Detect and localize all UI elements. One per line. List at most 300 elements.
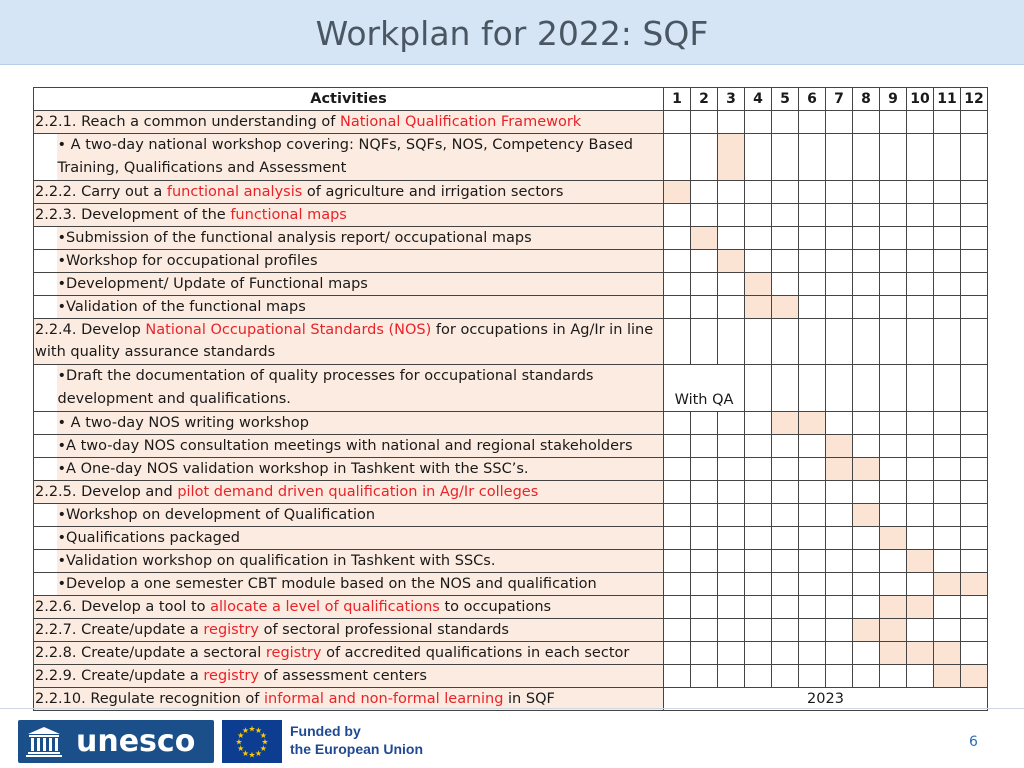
activity-text: •Qualifications packaged [57,529,240,546]
month-cell [718,572,745,595]
month-cell [772,226,799,249]
activity-cell [34,318,664,365]
highlight-text: registry [203,621,259,638]
table-row [34,111,988,134]
month-cell [826,203,853,226]
month-cell [934,295,961,318]
month-cell [691,318,718,365]
table-row [34,134,988,181]
highlight-text: functional analysis [166,183,303,200]
month-cell [691,180,718,203]
month-header: 5 [772,88,799,111]
month-cell-active [799,411,826,434]
activity-text: •Validation of the functional maps [57,298,306,315]
month-cell [934,203,961,226]
activity-text: •A two-day NOS consultation meetings with national and regional stakeholders [57,437,633,454]
month-cell [934,434,961,457]
eu-star-icon: ★ [248,724,256,734]
month-cell [772,111,799,134]
eu-star-icon: ★ [237,731,245,740]
month-cell [772,203,799,226]
month-cell [880,134,907,181]
month-cell [745,226,772,249]
month-cell [745,365,772,412]
activity-text: •Development/ Update of Functional maps [57,275,368,292]
month-cell [907,249,934,272]
month-header: 6 [799,88,826,111]
month-cell [853,434,880,457]
month-cell [799,595,826,618]
month-cell-active [934,664,961,687]
month-cell [718,111,745,134]
month-cell [907,134,934,181]
month-cell [745,480,772,503]
month-cell [826,411,853,434]
month-cell [961,434,988,457]
month-cell [664,595,691,618]
month-cell [664,203,691,226]
month-header: 1 [664,88,691,111]
month-cell-active [691,226,718,249]
month-cell [880,365,907,412]
table-row [34,180,988,203]
year-note: 2023 [664,687,988,710]
month-cell [826,318,853,365]
month-cell [745,111,772,134]
month-cell [718,180,745,203]
month-cell [664,318,691,365]
month-cell [691,295,718,318]
month-cell [799,226,826,249]
month-cell [961,295,988,318]
month-cell [961,249,988,272]
month-cell [691,641,718,664]
activity-cell [57,365,664,412]
activity-cell [34,664,664,687]
month-cell [772,457,799,480]
table-row [34,549,988,572]
month-cell [772,318,799,365]
month-cell [826,595,853,618]
month-header: 8 [853,88,880,111]
month-cell [934,111,961,134]
month-cell [745,180,772,203]
month-cell [691,111,718,134]
month-cell [745,249,772,272]
activity-text: •Draft the documentation of quality processes for occupational standards development and qualifications. [57,368,594,407]
table-row [34,249,988,272]
activity-text: •Workshop on development of Qualification [57,506,376,523]
month-cell [907,226,934,249]
month-cell [934,457,961,480]
month-cell [880,318,907,365]
month-cell [772,549,799,572]
month-header: 11 [934,88,961,111]
indent-cell [34,249,57,272]
month-cell [745,595,772,618]
eu-star-icon: ★ [259,744,267,753]
month-cell [691,480,718,503]
month-cell [664,503,691,526]
eu-star-icon: ★ [241,748,250,758]
month-cell-active [745,272,772,295]
month-cell-active [961,664,988,687]
activity-cell [57,434,664,457]
month-cell [799,457,826,480]
indent-cell [34,526,57,549]
table-row [34,203,988,226]
table-row [34,664,988,687]
month-cell [799,434,826,457]
month-cell [691,249,718,272]
month-cell [691,203,718,226]
month-cell [664,480,691,503]
month-cell [664,549,691,572]
month-cell [718,480,745,503]
month-cell [799,365,826,412]
month-header: 4 [745,88,772,111]
unesco-wordmark: unesco [76,724,196,759]
month-cell [907,318,934,365]
indent-cell [34,365,57,412]
activity-cell [57,249,664,272]
month-cell [718,618,745,641]
month-cell [961,134,988,181]
activity-cell [57,503,664,526]
month-cell [799,664,826,687]
month-cell [772,664,799,687]
table-row [34,434,988,457]
month-cell [664,134,691,181]
month-cell [745,457,772,480]
month-cell [664,526,691,549]
highlight-text: allocate a level of qualifications [210,598,440,615]
month-cell-active [880,595,907,618]
month-cell [799,134,826,181]
month-cell [664,664,691,687]
table-row [34,365,988,412]
indent-cell [34,457,57,480]
month-cell-active [772,295,799,318]
month-cell [772,180,799,203]
month-cell [826,180,853,203]
month-cell [961,180,988,203]
month-cell [718,664,745,687]
month-cell [826,226,853,249]
month-cell [799,618,826,641]
eu-star-icon: ★ [254,726,263,736]
month-cell [907,411,934,434]
table-row [34,411,988,434]
activity-text: of sectoral professional standards [258,621,509,638]
month-cell [718,434,745,457]
month-cell [853,549,880,572]
funded-line-2: the European Union [290,741,423,757]
activity-text: •Submission of the functional analysis report/ occupational maps [57,229,532,246]
month-cell [853,134,880,181]
table-row [34,457,988,480]
month-cell [961,641,988,664]
month-cell [907,111,934,134]
indent-cell [34,549,57,572]
month-cell [907,618,934,641]
month-cell [934,595,961,618]
activity-text: 2.2.8. Create/update a sectoral [35,644,266,661]
month-cell [691,272,718,295]
month-cell [880,411,907,434]
month-cell [772,249,799,272]
month-cell [880,272,907,295]
month-cell [799,111,826,134]
indent-cell [34,226,57,249]
activity-text: of accredited qualifications in each sector [321,644,630,661]
activity-cell [34,203,664,226]
eu-star-icon: ★ [248,750,256,760]
month-cell [745,134,772,181]
month-cell [853,318,880,365]
month-cell [826,572,853,595]
activity-text: in SQF [503,690,555,707]
month-cell [745,411,772,434]
activity-cell [34,480,664,503]
month-cell [934,365,961,412]
month-cell [664,411,691,434]
unesco-temple-icon [18,720,70,763]
month-cell [934,180,961,203]
month-cell [961,411,988,434]
month-header: 12 [961,88,988,111]
highlight-text: National Occupational Standards (NOS) [145,321,432,338]
month-cell [826,249,853,272]
month-cell [745,203,772,226]
month-cell [691,664,718,687]
month-cell [934,134,961,181]
month-cell [691,434,718,457]
activity-text: •Develop a one semester CBT module based on the NOS and qualification [57,575,597,592]
month-cell-active [853,503,880,526]
month-cell [745,618,772,641]
month-cell [826,526,853,549]
month-cell [718,595,745,618]
month-cell [907,180,934,203]
month-cell [799,572,826,595]
month-cell [691,595,718,618]
activity-text: 2.2.10. Regulate recognition of [35,690,265,707]
month-cell [772,272,799,295]
month-cell [826,641,853,664]
eu-star-icon: ★ [261,737,269,747]
month-cell [880,180,907,203]
month-cell [853,180,880,203]
month-cell-active [907,641,934,664]
highlight-text: National Qualification Framework [339,114,582,130]
page-title: Workplan for 2022: SQF [315,14,709,53]
month-cell [691,549,718,572]
highlight-text: registry [203,667,259,684]
month-cell [799,641,826,664]
activity-text: •Validation workshop on qualification in Tashkent with SSCs. [57,552,496,569]
activity-cell [34,111,664,134]
month-cell-active [745,295,772,318]
highlight-text: registry [265,644,322,661]
month-cell [961,595,988,618]
month-cell [880,664,907,687]
month-cell-active [826,434,853,457]
activity-text: •A One-day NOS validation workshop in Tashkent with the SSC’s. [57,460,529,477]
month-cell [853,641,880,664]
month-cell [691,457,718,480]
activity-cell [57,526,664,549]
month-cell [934,549,961,572]
footer-divider [0,708,1024,709]
month-cell [826,111,853,134]
month-cell [907,457,934,480]
month-cell [907,664,934,687]
month-cell [718,272,745,295]
month-cell-active [934,572,961,595]
month-cell [961,618,988,641]
month-cell [880,203,907,226]
month-cell [799,272,826,295]
activity-cell [57,134,664,181]
month-cell [664,457,691,480]
header-row [34,88,988,111]
activity-text: 2.2.4. Develop [35,321,146,338]
month-cell [961,272,988,295]
month-cell [799,480,826,503]
month-cell [826,365,853,412]
month-cell [664,434,691,457]
indent-cell [34,434,57,457]
month-cell [745,526,772,549]
activity-text: 2.2.3. Development of the [35,206,231,223]
month-cell [799,503,826,526]
month-cell [961,318,988,365]
month-cell [880,434,907,457]
month-cell [664,572,691,595]
page-number: 6 [969,734,978,750]
activities-header: Activities [34,88,664,111]
title-bar [0,0,1024,65]
activity-text: 2.2.6. Develop a tool to [35,598,211,615]
activity-text: of assessment centers [258,667,427,684]
month-cell [772,134,799,181]
activity-text: 2.2.5. Develop and [35,483,178,500]
month-cell-active [907,549,934,572]
month-cell [799,203,826,226]
month-cell [880,457,907,480]
table-row [34,503,988,526]
month-header: 2 [691,88,718,111]
month-cell [772,503,799,526]
month-cell [691,618,718,641]
activity-text: for occupations in Ag/Ir in line with quality assurance standards [35,321,654,361]
activity-text: 2.2.1. Reach a common understanding of [35,114,340,130]
month-cell [799,318,826,365]
eu-star-icon: ★ [237,744,245,753]
month-cell [880,249,907,272]
table-row [34,480,988,503]
month-cell [745,503,772,526]
table-row [34,595,988,618]
highlight-text: informal and non-formal learning [264,690,504,707]
activity-cell [57,411,664,434]
month-header: 3 [718,88,745,111]
month-cell [826,272,853,295]
activity-cell [34,641,664,664]
activity-text: •Workshop for occupational profiles [57,252,318,269]
month-cell [853,272,880,295]
indent-cell [34,134,57,181]
month-cell-active [934,641,961,664]
month-cell [799,249,826,272]
month-cell [853,664,880,687]
month-cell [961,549,988,572]
month-cell [718,549,745,572]
highlight-text: pilot demand driven qualification in Ag/Ir colleges [177,483,539,500]
activity-text: 2.2.7. Create/update a [35,621,204,638]
activity-cell [57,549,664,572]
indent-cell [34,411,57,434]
month-cell [961,526,988,549]
month-cell [880,480,907,503]
month-cell [853,365,880,412]
month-cell [718,295,745,318]
month-cell-active [664,180,691,203]
month-cell [664,226,691,249]
month-cell [718,411,745,434]
month-cell [934,249,961,272]
eu-flag-icon [222,720,282,763]
month-cell-active [880,618,907,641]
activity-cell [57,572,664,595]
activity-text: to occupations [439,598,552,615]
month-cell [799,295,826,318]
month-cell [961,226,988,249]
month-cell [718,503,745,526]
activity-cell [34,180,664,203]
activity-cell [34,595,664,618]
month-cell [718,526,745,549]
table-row [34,526,988,549]
month-cell [826,295,853,318]
eu-star-icon: ★ [254,748,263,758]
activity-cell [57,226,664,249]
month-cell-active [961,572,988,595]
month-cell [907,295,934,318]
month-cell [853,203,880,226]
month-cell [880,226,907,249]
month-cell [880,503,907,526]
month-cell [934,503,961,526]
month-cell [772,434,799,457]
month-cell [691,526,718,549]
month-cell [907,503,934,526]
activity-text: • A two-day NOS writing workshop [57,414,309,431]
month-cell [718,226,745,249]
month-cell [691,134,718,181]
month-cell [664,641,691,664]
month-cell [907,272,934,295]
month-cell [826,549,853,572]
month-cell [907,526,934,549]
month-cell [880,549,907,572]
month-cell [745,572,772,595]
month-cell [880,572,907,595]
month-header: 9 [880,88,907,111]
activity-cell [57,295,664,318]
month-cell [961,457,988,480]
